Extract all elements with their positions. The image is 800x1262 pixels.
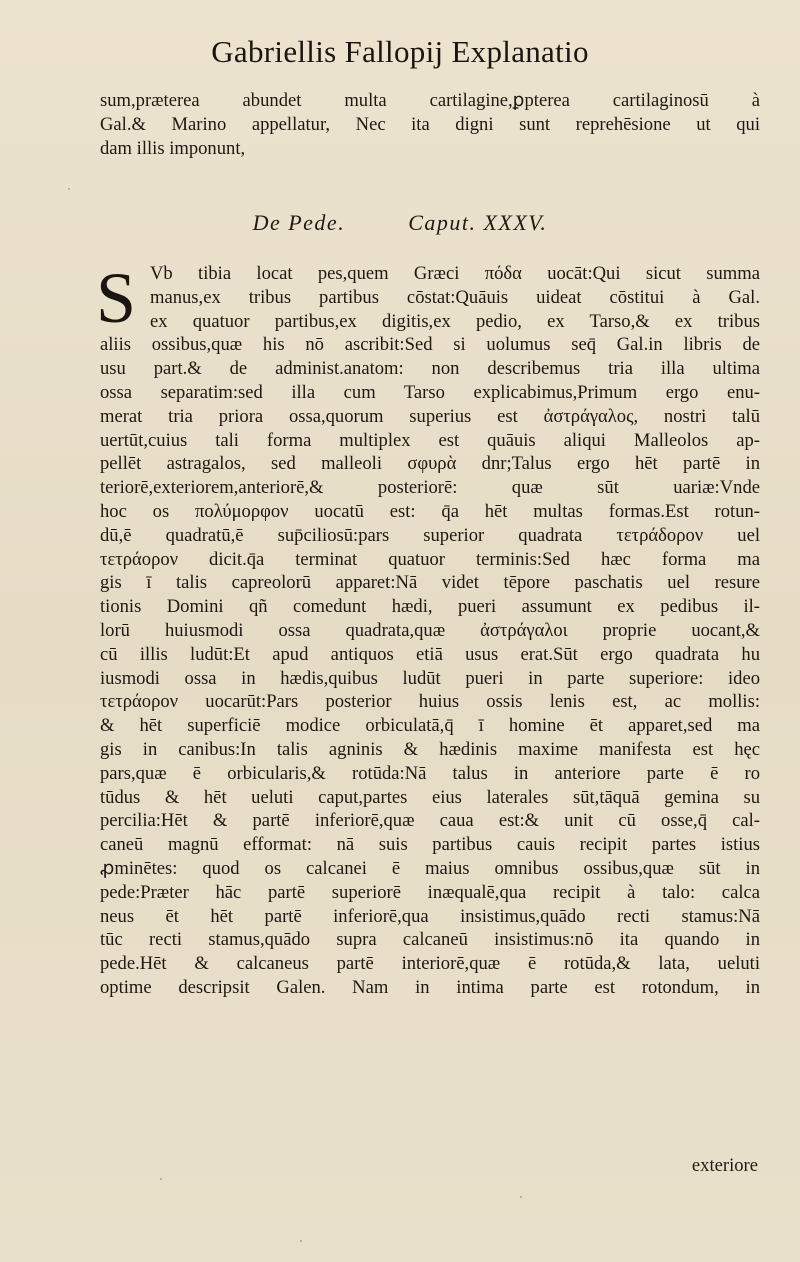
paper-speck — [68, 188, 70, 190]
text-line: neus ēt hēt partē inferiorē,qua insistimus,quādo recti stamus:Nā — [100, 905, 760, 927]
text-line: ꝓminētes: quod os calcanei ē maius omnibus ossibus,quæ sūt in — [100, 857, 760, 879]
text-line: percilia:Hēt & partē inferiorē,quæ caua est:& unit cū osse,q̄ cal- — [100, 810, 760, 832]
text-line: pellēt astragalos, sed malleoli σφυρὰ dnr;Talus ergo hēt partē in — [100, 453, 760, 475]
text-line: cū illis ludūt:Et apud antiquos etiā usus erat.Sūt ergo quadrata hu — [100, 643, 760, 665]
text-line: τετράορον dicit.q̄a terminat quatuor terminis:Sed hæc forma ma — [100, 548, 760, 570]
text-line: ex quatuor partibus,ex digitis,ex pedio, ex Tarso,& ex tribus — [150, 310, 760, 332]
text-line: teriorē,exteriorem,anteriorē,& posteriorē: quæ sūt uariæ:Vnde — [100, 477, 760, 499]
text-line: ossa separatim:sed illa cum Tarso explicabimus,Primum ergo enu- — [100, 381, 760, 403]
paper-speck — [160, 1178, 162, 1180]
text-line: τετράορον uocarūt:Pars posterior huius ossis lenis est, ac mollis: — [100, 691, 760, 713]
text-line: iusmodi ossa in hædis,quibus ludūt pueri in parte superiore: ideo — [100, 667, 760, 689]
text-line: pede:Præter hāc partē superiorē inæqualē,qua recipit à talo: calca — [100, 881, 760, 903]
text-line: caneū magnū efformat: nā suis partibus cauis recipit partes istius — [100, 834, 760, 856]
text-line: tūc recti stamus,quādo supra calcaneū insistimus:nō ita quando in — [100, 929, 760, 951]
chapter-title: De Pede. — [252, 210, 346, 235]
text-line: dū,ē quadratū,ē sup̄ciliosū:pars superior quadrata τετράδορον uel — [100, 524, 760, 546]
paper-speck — [300, 1240, 302, 1242]
catchword: exteriore — [691, 1155, 758, 1176]
chapter-number: Caput. XXXV. — [408, 210, 548, 235]
paper-speck — [520, 1196, 522, 1198]
text-line: Gal.& Marino appellatur, Nec ita digni sunt reprehēsione ut qui — [100, 113, 760, 135]
text-line: tūdus & hēt ueluti caput,partes eius laterales sūt,tāquā gemina su — [100, 786, 760, 808]
text-line: pars,quæ ē orbicularis,& rotūda:Nā talus in anteriore parte ē ro — [100, 762, 760, 784]
text-line: uertūt,cuius tali forma multiplex est quāuis aliqui Malleolos ap- — [100, 429, 760, 451]
text-line: dam illis imponunt, — [100, 137, 246, 159]
text-line: merat tria priora ossa,quorum superius est ἀστράγαλος, nostri talū — [100, 405, 760, 427]
running-head: Gabriellis Fallopij Explanatio — [211, 34, 589, 69]
text-line: & hēt superficiē modice orbiculatā,q̄ ī homine ēt apparet,sed ma — [100, 715, 760, 737]
text-line: lorū huiusmodi ossa quadrata,quæ ἀστράγαλοι proprie uocant,& — [100, 619, 760, 641]
chapter-body — [100, 262, 760, 1000]
text-line: sum,præterea abundet multa cartilagine,ꝑpterea cartilaginosū à — [100, 90, 760, 111]
text-line: aliis ossibus,quæ his nō ascribit:Sed si uolumus seq̄ Gal.in libris de — [100, 334, 760, 356]
text-line: usu part.& de administ.anatom: non describemus tria illa ultima — [100, 358, 760, 380]
drop-cap: S — [96, 258, 137, 338]
opening-paragraph — [100, 89, 760, 160]
text-line: tionis Domini qñ comedunt hædi, pueri assumunt ex pedibus il- — [100, 596, 760, 618]
text-line: Vb tibia locat pes,quem Græci πόδα uocāt:Qui sicut summa — [150, 263, 760, 284]
text-line: hoc os πολύμορφον uocatū est: q̄a hēt multas formas.Est rotun- — [100, 500, 760, 522]
text-line: pede.Hēt & calcaneus partē interiorē,quæ ē rotūda,& lata, ueluti — [100, 953, 760, 975]
text-line: optime descripsit Galen. Nam in intima parte est rotondum, in — [100, 976, 760, 998]
text-line: gis in canibus:In talis agninis & hædinis maxime manifesta est hęc — [100, 738, 760, 760]
text-line: gis ī talis capreolorū apparet:Nā videt tēpore paschatis uel resure — [100, 572, 760, 594]
text-line: manus,ex tribus partibus cōstat:Quāuis uideat cōstitui à Gal. — [150, 286, 760, 308]
chapter-heading — [0, 210, 800, 236]
